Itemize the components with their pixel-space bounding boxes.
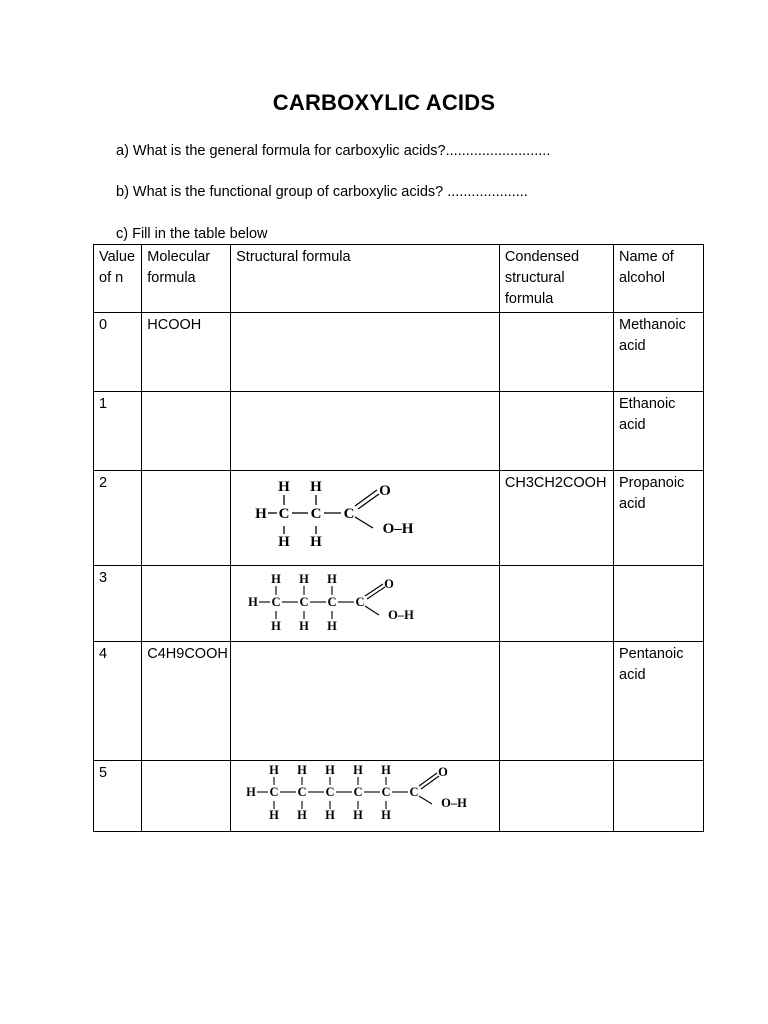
atom-hydrogen: H xyxy=(248,595,258,609)
atom-carbon: C xyxy=(409,785,419,799)
atom-hydrogen: H xyxy=(353,763,363,777)
atom-carbon: C xyxy=(278,506,290,522)
cell-molecular[interactable] xyxy=(142,566,231,642)
cell-structural[interactable] xyxy=(231,642,500,761)
question-b: b) What is the functional group of carboxylic acids? .................... xyxy=(116,184,528,200)
atom-oxygen: O xyxy=(384,577,394,591)
table-row xyxy=(94,313,704,392)
atom-hydrogen: H xyxy=(255,506,267,522)
atom-carbon: C xyxy=(299,595,309,609)
cell-name[interactable]: Pentanoic acid xyxy=(614,642,704,761)
atom-oxygen: O xyxy=(438,765,448,779)
cell-name[interactable]: Propanoic acid xyxy=(614,471,704,566)
table-row xyxy=(94,471,704,566)
question-c: c) Fill in the table below xyxy=(116,226,268,242)
atom-carbon: C xyxy=(325,785,335,799)
atom-hydrogen: H xyxy=(246,785,256,799)
atom-carbon: C xyxy=(327,595,337,609)
header-molecular-formula: Molecular formula xyxy=(142,245,231,313)
cell-condensed[interactable] xyxy=(499,761,613,832)
atom-hydrogen: H xyxy=(325,808,335,822)
header-name: Name of alcohol xyxy=(614,245,704,313)
cell-n: 4 xyxy=(94,642,142,761)
atom-hydrogen: H xyxy=(271,572,281,586)
header-condensed-formula: Condensed structural formula xyxy=(499,245,613,313)
atom-hydrogen: H xyxy=(381,763,391,777)
hydroxyl-group: O–H xyxy=(388,608,414,622)
cell-structural xyxy=(231,566,500,642)
atom-carbon: C xyxy=(271,595,281,609)
cell-name[interactable]: Methanoic acid xyxy=(614,313,704,392)
atom-hydrogen: H xyxy=(327,572,337,586)
atom-hydrogen: H xyxy=(299,572,309,586)
table-row xyxy=(94,392,704,471)
cell-molecular[interactable] xyxy=(142,761,231,832)
cell-structural[interactable] xyxy=(231,392,500,471)
cell-name[interactable]: Ethanoic acid xyxy=(614,392,704,471)
atom-hydrogen: H xyxy=(269,763,279,777)
atom-hydrogen: H xyxy=(271,619,281,633)
cell-n: 5 xyxy=(94,761,142,832)
atom-carbon: C xyxy=(343,506,355,522)
atom-carbon: C xyxy=(269,785,279,799)
atom-hydrogen: H xyxy=(269,808,279,822)
cell-condensed[interactable] xyxy=(499,642,613,761)
atom-carbon: C xyxy=(353,785,363,799)
cell-condensed[interactable]: CH3CH2COOH xyxy=(499,471,613,566)
cell-n: 0 xyxy=(94,313,142,392)
cell-n: 3 xyxy=(94,566,142,642)
cell-structural[interactable] xyxy=(231,313,500,392)
atom-hydrogen: H xyxy=(327,619,337,633)
atom-hydrogen: H xyxy=(310,534,322,550)
atom-hydrogen: H xyxy=(381,808,391,822)
cell-condensed[interactable] xyxy=(499,313,613,392)
cell-structural xyxy=(231,761,500,832)
atom-hydrogen: H xyxy=(297,808,307,822)
cell-n: 1 xyxy=(94,392,142,471)
header-value-of-n: Value of n xyxy=(94,245,142,313)
table-row xyxy=(94,642,704,761)
hexanoic-acid-structure xyxy=(231,761,476,824)
atom-hydrogen: H xyxy=(297,763,307,777)
table-header-row xyxy=(94,245,704,313)
atom-hydrogen: H xyxy=(299,619,309,633)
atom-hydrogen: H xyxy=(325,763,335,777)
atom-hydrogen: H xyxy=(310,479,322,495)
hydroxyl-group: O–H xyxy=(441,796,467,810)
hydroxyl-group: O–H xyxy=(382,521,414,537)
atom-hydrogen: H xyxy=(278,479,290,495)
table-row xyxy=(94,761,704,832)
atom-carbon: C xyxy=(297,785,307,799)
atom-carbon: C xyxy=(355,595,365,609)
cell-name[interactable] xyxy=(614,761,704,832)
butanoic-acid-structure xyxy=(231,566,476,634)
cell-molecular[interactable] xyxy=(142,392,231,471)
table-row xyxy=(94,566,704,642)
propanoic-acid-structure xyxy=(231,471,476,558)
atom-carbon: C xyxy=(310,506,322,522)
cell-condensed[interactable] xyxy=(499,392,613,471)
header-structural-formula: Structural formula xyxy=(231,245,500,313)
carboxylic-acids-table xyxy=(93,244,704,832)
cell-structural xyxy=(231,471,500,566)
cell-name[interactable] xyxy=(614,566,704,642)
atom-oxygen: O xyxy=(379,483,391,499)
cell-n: 2 xyxy=(94,471,142,566)
atom-carbon: C xyxy=(381,785,391,799)
atom-hydrogen: H xyxy=(353,808,363,822)
cell-condensed[interactable] xyxy=(499,566,613,642)
page-title: CARBOXYLIC ACIDS xyxy=(272,90,496,115)
cell-molecular[interactable]: C4H9COOH xyxy=(142,642,231,761)
question-a: a) What is the general formula for carboxylic acids?.......................... xyxy=(116,143,551,159)
atom-hydrogen: H xyxy=(278,534,290,550)
cell-molecular[interactable]: HCOOH xyxy=(142,313,231,392)
cell-molecular[interactable] xyxy=(142,471,231,566)
